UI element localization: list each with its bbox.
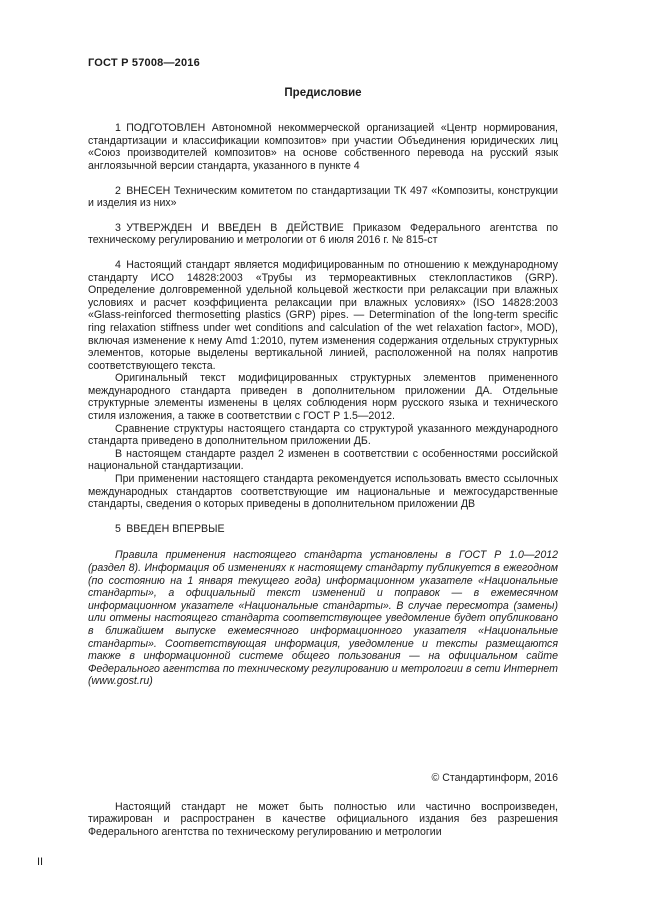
preface-item-1: 1 ПОДГОТОВЛЕН Автономной некоммерческой организацией «Центр нормирования, стандартизации и классификации композитов» при участии Объединения юридических лиц «Союз производителей композитов» на основе собственного перевода на русский язык англоязычной версии стандарта, указанного в пункте 4 — [88, 122, 558, 172]
reproduction-restriction-notice: Настоящий стандарт не может быть полностью или частично воспроизведен, тиражирован и распространен в качестве официального издания без разрешения Федерального агентства по техническому регулированию и метрологии — [88, 800, 558, 838]
preface-item-4-paragraph-2: Оригинальный текст модифицированных структурных элементов примененного международного стандарта приведен в дополнительном приложении ДА. Отдельные структурные элементы изменены в целях соблюдения норм русского языка и технического стиля изложения, а также в соответствии с ГОСТ Р 1.5—2012. — [88, 372, 558, 423]
preface-item-2: 2 ВНЕСЕН Техническим комитетом по стандартизации ТК 497 «Композиты, конструкции и изделия из них» — [88, 184, 558, 210]
page-number: II — [37, 856, 44, 869]
preface-item-4-paragraph-4: В настоящем стандарте раздел 2 изменен в соответствии с особенностями российской национальной стандартизации. — [88, 447, 558, 473]
preface-item-4-paragraph-5: При применении настоящего стандарта рекомендуется использовать вместо ссылочных международных стандартов соответствующие им национальные и межгосударственные стандарты, сведения о которых приведены в дополнительном приложении ДВ — [88, 473, 558, 511]
preface-item-5: 5 ВВЕДЕН ВПЕРВЫЕ — [115, 522, 225, 535]
copyright-notice: © Стандартинформ, 2016 — [431, 771, 558, 784]
preface-item-3: 3 УТВЕРЖДЕН И ВВЕДЕН В ДЕЙСТВИЕ Приказом Федерального агентства по техническому регулированию и метрологии от 6 июля 2016 г. № 815-ст — [88, 221, 558, 247]
application-rules-note: Правила применения настоящего стандарта установлены в ГОСТ Р 1.0—2012 (раздел 8). Информация об изменениях к настоящему стандарту публикуется в ежегодном (по состоянию на 1 января текущего года) информационном указателе «Национальные стандарты», а официальный текст изменений и поправок — в ежемесячном информационном указателе «Национальные стандарты». В случае пересмотра (замены) или отмены настоящего стандарта соответствующее уведомление будет опубликовано в ближайшем выпуске ежемесячного информационного указателя «Национальные стандарты». Соответствующая информация, уведомление и тексты размещаются также в информационной системе общего пользования — на официальном сайте Федерального агентства по техническому регулированию и метрологии в сети Интернет (www.gost.ru) — [88, 549, 558, 688]
preface-item-4-intro: 4 Настоящий стандарт является модифицированным по отношению к международному стандарту ИСО 14828:2003 «Трубы из термореактивных стеклопластиков (GRP). Определение долговременной удельной кольцевой жесткости при релаксации при влажных условиях и расчет коэффициента релаксации при влажных условиях» (ISO 14828:2003 «Glass-reinforced thermosetting plastics (GRP) pipes. — Determination of the long-term specific ring relaxation stiffness under wet conditions and calculation of the wet relaxation factor», MOD), включая изменение к нему Amd 1:2010, путем изменения содержания отдельных структурных элементов, которые выделены вертикальной линией, расположенной на полях напротив соответствующего текста. — [88, 258, 558, 372]
page-title: Предисловие — [284, 86, 362, 99]
preface-item-4-paragraph-3: Сравнение структуры настоящего стандарта со структурой указанного международного стандарта приведено в дополнительном приложении ДБ. — [88, 422, 558, 448]
standard-designation: ГОСТ Р 57008—2016 — [88, 57, 200, 69]
